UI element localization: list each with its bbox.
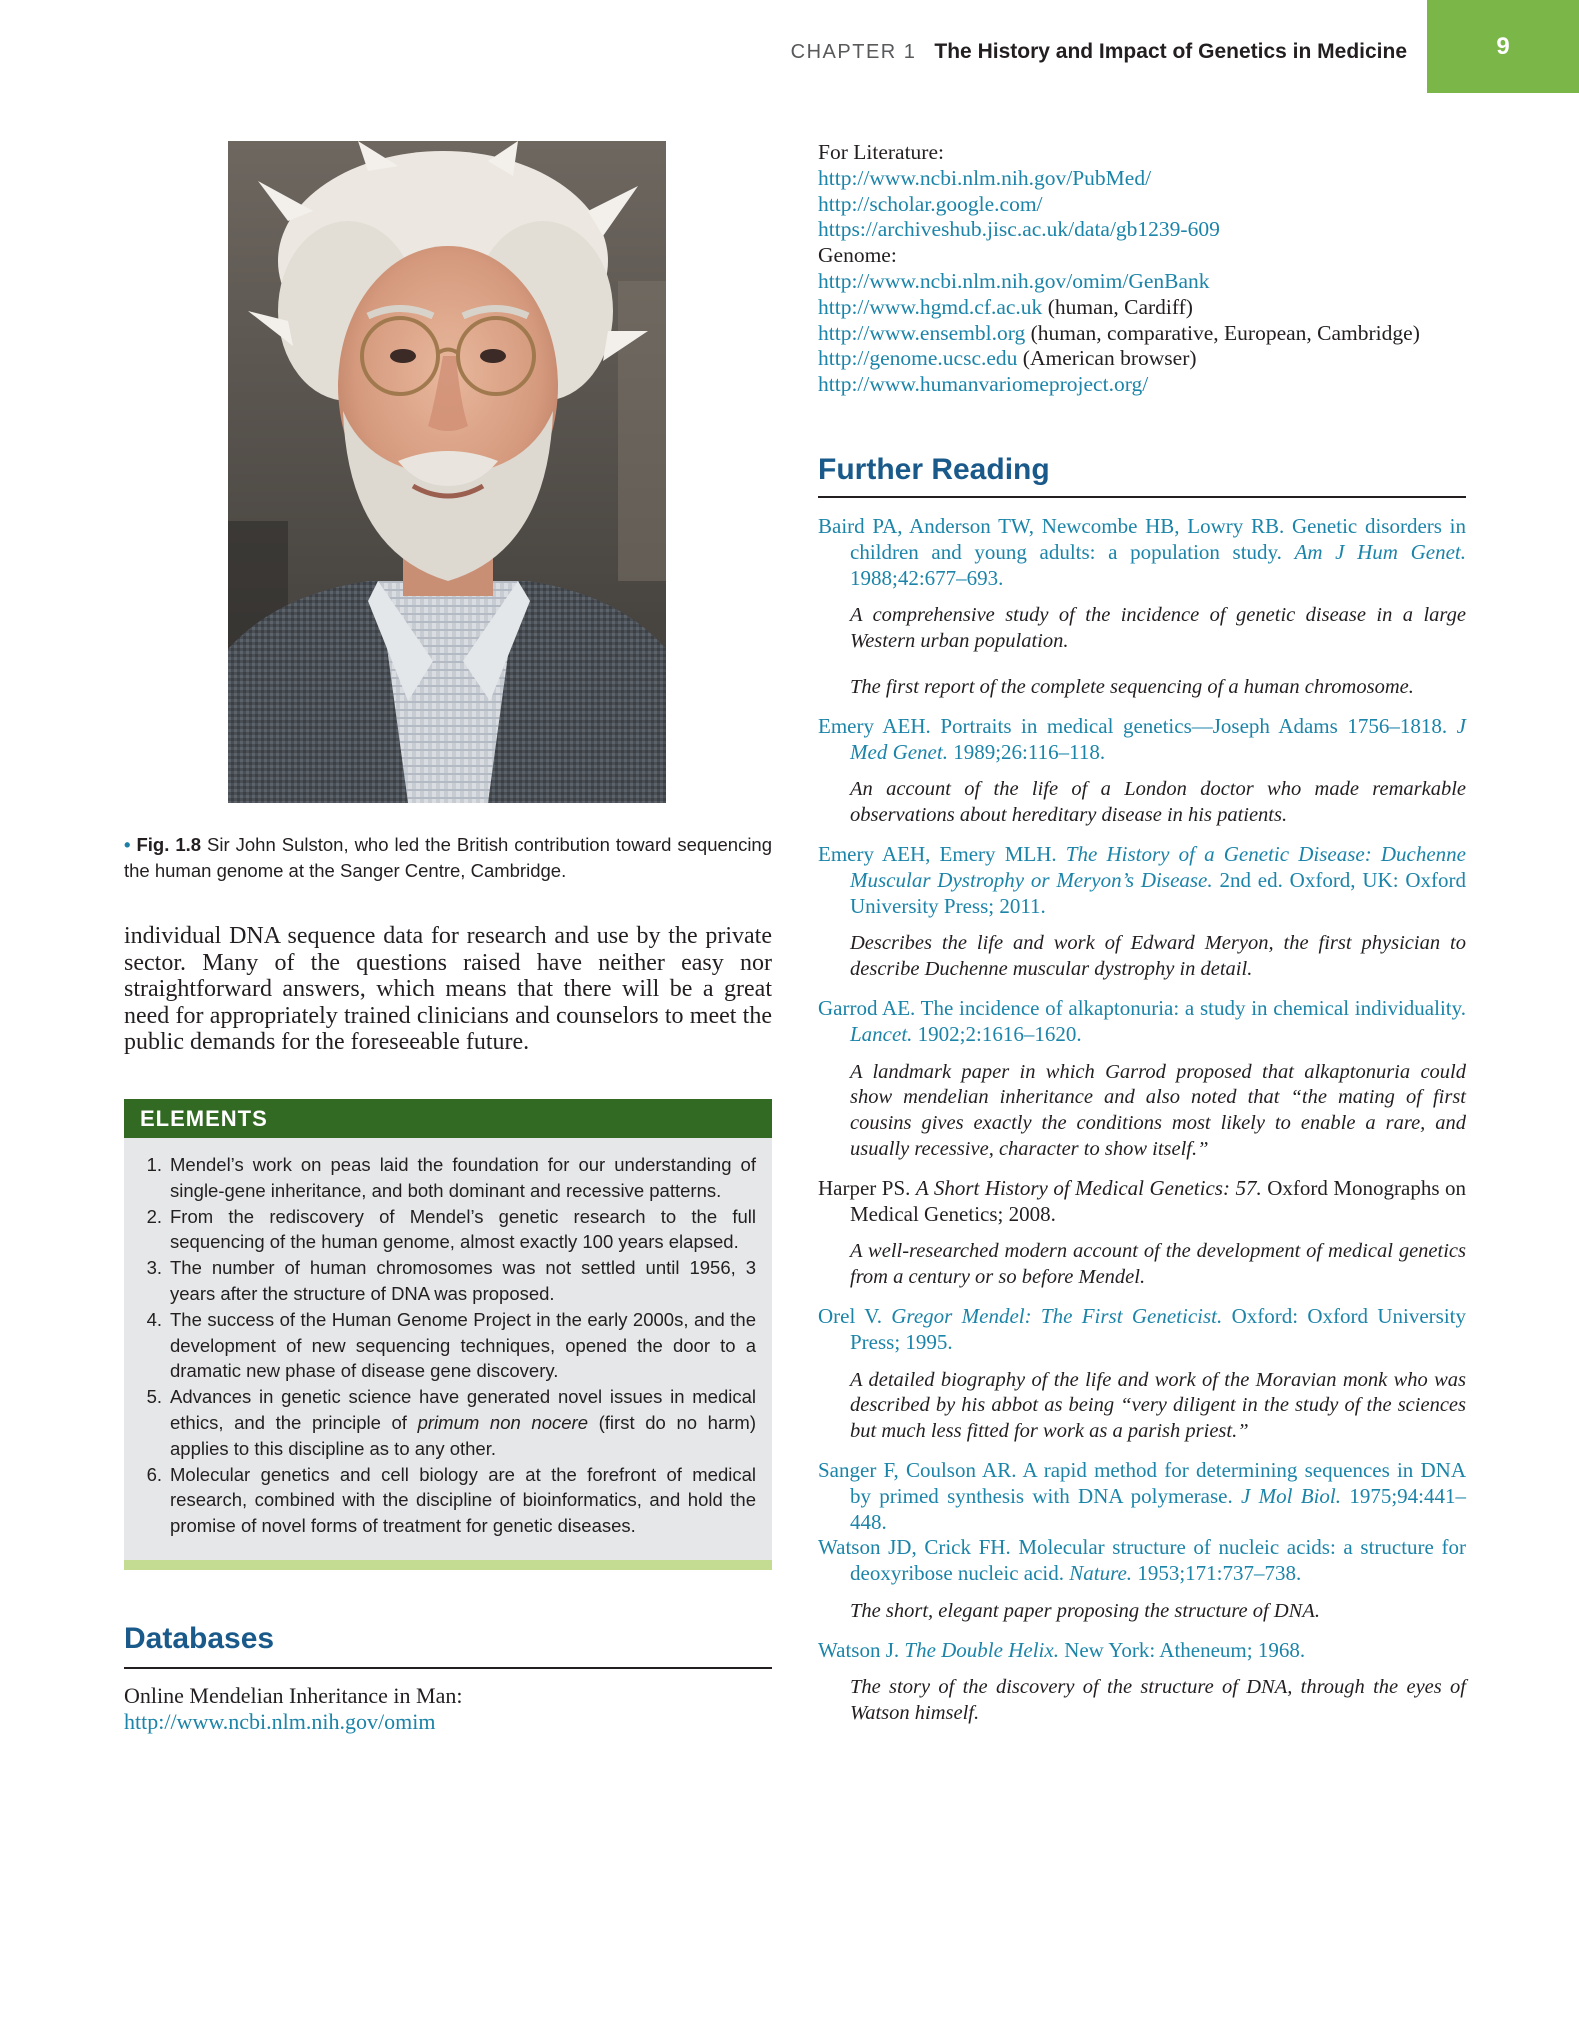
humanvariome-link[interactable]: http://www.humanvariomeproject.org/ — [818, 372, 1149, 397]
ucsc-link[interactable]: http://genome.ucsc.edu — [818, 346, 1018, 371]
reference-annotation: Describes the life and work of Edward Meryon, the first physician to describe Duchenne muscular dystrophy in detail. — [850, 932, 1466, 981]
genbank-link[interactable]: http://www.ncbi.nlm.nih.gov/omim/GenBank — [818, 268, 1210, 293]
page-number-tab — [1427, 0, 1579, 93]
further-reading-rule — [818, 496, 1466, 498]
list-item — [138, 1307, 756, 1384]
chapter-label: CHAPTER 1 — [790, 41, 917, 63]
reference-item[interactable]: Orel V. Gregor Mendel: The First Geneticist. Oxford: Oxford University Press; 1995. — [818, 1303, 1466, 1354]
genome-note: (human, Cardiff) — [1042, 294, 1193, 319]
list-item — [138, 1204, 756, 1256]
page-number: 9 — [1496, 32, 1510, 60]
list-item-number: 3. — [146, 1257, 162, 1279]
elements-list — [124, 1138, 772, 1539]
list-item — [138, 1152, 756, 1204]
archiveshub-link[interactable]: https://archiveshub.jisc.ac.uk/data/gb1239-609 — [818, 217, 1220, 242]
body-paragraph: individual DNA sequence data for research and use by the private sector. Many of the questions raised have neither easy nor straightforward answers, which means that there will be a great need for appropriately trained clinicians and counselors to meet the public demands for the foreseeable future. — [124, 923, 772, 1055]
list-item-number: 1. — [146, 1154, 162, 1175]
list-item-number: 6. — [146, 1463, 162, 1485]
reference-list — [818, 514, 1466, 1740]
resources-block — [818, 140, 1466, 398]
databases-entry — [124, 1683, 772, 1735]
reference-annotation: A well-researched modern account of the development of medical genetics from a century or so before Mendel. — [850, 1240, 1466, 1289]
hgmd-link[interactable]: http://www.hgmd.cf.ac.uk — [818, 294, 1043, 319]
reference-item[interactable]: Watson JD, Crick FH. Molecular structure of nucleic acids: a structure for deoxyribose nucleic acid. Nature. 1953;171:737–738. — [818, 1535, 1466, 1586]
reference-item[interactable]: Garrod AE. The incidence of alkaptonuria: a study in chemical individuality. Lancet. 1902;2:1616–1620. — [818, 995, 1466, 1046]
scholar-link[interactable]: http://scholar.google.com/ — [818, 191, 1043, 216]
elements-bottom-bar — [124, 1560, 772, 1570]
reference-annotation: The first report of the complete sequencing of a human chromosome. — [850, 675, 1414, 698]
chapter-title: The History and Impact of Genetics in Medicine — [934, 40, 1407, 63]
reference-annotation: The story of the discovery of the structure of DNA, through the eyes of Watson himself. — [850, 1676, 1466, 1725]
list-item-text: From the rediscovery of Mendel’s genetic research to the full sequencing of the human genome, almost exactly 100 years elapsed. — [170, 1205, 756, 1253]
genome-label: Genome: — [818, 243, 897, 268]
figure-caption-text: Sir John Sulston, who led the British contribution toward sequencing the human genome at the Sanger Centre, Cambridge. — [124, 834, 773, 881]
list-item-text: The success of the Human Genome Project in the early 2000s, and the development of new sequencing techniques, opened the door to a dramatic new phase of disease gene discovery. — [170, 1308, 756, 1382]
latin-phrase: primum non nocere — [417, 1411, 588, 1433]
portrait-photo — [228, 141, 666, 803]
list-item — [138, 1384, 756, 1461]
reference-item: Harper PS. A Short History of Medical Genetics: 57. Oxford Monographs on Medical Genetics; 2008. — [818, 1175, 1467, 1226]
reference-annotation: A landmark paper in which Garrod proposed that alkaptonuria could show mendelian inheritance and also noted that “the mating of first cousins gives exactly the conditions most likely to enable a rare, and usually recessive, character to show itself.” — [850, 1060, 1466, 1160]
elements-box — [124, 1099, 772, 1570]
omim-link[interactable]: http://www.ncbi.nlm.nih.gov/omim — [124, 1709, 436, 1734]
reference-annotation: A detailed biography of the life and work of the Moravian monk who was described by his abbot as being “very diligent in the study of the sciences but much less fitted for work as a parish priest.” — [850, 1368, 1466, 1443]
databases-heading: Databases — [124, 1622, 275, 1655]
reference-item[interactable]: Baird PA, Anderson TW, Newcombe HB, Lowry RB. Genetic disorders in children and young adults: a population study. Am J Hum Genet. 1988;42:677–693. — [818, 514, 1466, 590]
running-header — [791, 40, 1407, 70]
reference-item[interactable]: Emery AEH. Portraits in medical genetics—Joseph Adams 1756–1818. J Med Genet. 1989;26:116–118. — [818, 713, 1466, 764]
caption-bullet: • — [124, 834, 131, 855]
elements-header — [124, 1099, 772, 1138]
elements-title: ELEMENTS — [140, 1105, 268, 1131]
list-item-text: Molecular genetics and cell biology are at the forefront of medical research, combined with the discipline of bioinformatics, and hold the promise of novel forms of treatment for genetic diseases. — [170, 1463, 756, 1537]
reference-item[interactable]: Sanger F, Coulson AR. A rapid method for determining sequences in DNA by primed synthesis with DNA polymerase. J Mol Biol. 1975;94:441–448. — [818, 1457, 1466, 1534]
databases-rule — [124, 1667, 772, 1669]
figure-label: Fig. 1.8 — [136, 834, 202, 855]
reference-item[interactable]: Emery AEH, Emery MLH. The History of a Genetic Disease: Duchenne Muscular Dystrophy or Meryon’s Disease. 2nd ed. Oxford, UK: Oxford University Press; 2011. — [818, 841, 1467, 918]
list-item — [138, 1462, 756, 1539]
list-item-number: 5. — [146, 1386, 162, 1408]
further-reading-heading: Further Reading — [818, 453, 1050, 486]
list-item-text: Mendel’s work on peas laid the foundation for our understanding of single-gene inheritance, and both dominant and recessive patterns. — [170, 1154, 756, 1201]
list-item — [138, 1255, 756, 1307]
genome-note: (American browser) — [1017, 346, 1197, 371]
list-item-text: Advances in genetic science have generated novel issues in medical ethics, and the principle of primum non nocere (first do no harm) applies to this discipline as to any other. — [170, 1386, 756, 1459]
reference-annotation: An account of the life of a London doctor who made remarkable observations about hereditary disease in his patients. — [850, 778, 1466, 827]
list-item-number: 4. — [146, 1308, 162, 1330]
portrait-illustration — [228, 141, 666, 803]
reference-annotation: A comprehensive study of the incidence of genetic disease in a large Western urban population. — [850, 604, 1466, 653]
ensembl-link[interactable]: http://www.ensembl.org — [818, 320, 1026, 345]
databases-label: Online Mendelian Inheritance in Man: — [124, 1683, 463, 1708]
genome-note: (human, comparative, European, Cambridge) — [1025, 320, 1420, 345]
figure-caption — [124, 832, 772, 884]
pubmed-link[interactable]: http://www.ncbi.nlm.nih.gov/PubMed/ — [818, 165, 1152, 190]
list-item-text: The number of human chromosomes was not settled until 1956, 3 years after the structure of DNA was proposed. — [170, 1257, 756, 1304]
reference-annotation: The short, elegant paper proposing the structure of DNA. — [850, 1599, 1320, 1622]
literature-label: For Literature: — [818, 140, 944, 164]
list-item-number: 2. — [146, 1205, 162, 1227]
reference-item[interactable]: Watson J. The Double Helix. New York: Atheneum; 1968. — [818, 1637, 1306, 1662]
